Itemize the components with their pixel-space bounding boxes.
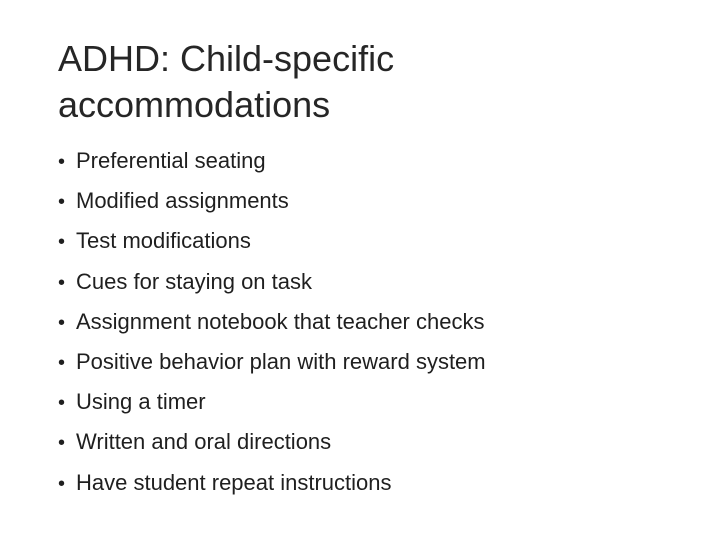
bullet-item-preferential-seating bbox=[58, 146, 698, 186]
bullet-text: Cues for staying on task bbox=[76, 268, 313, 294]
bullet-text: Test modifications bbox=[76, 228, 251, 254]
bullet-item-modified-assignments bbox=[58, 186, 698, 226]
bullet-text: Assignment notebook that teacher checks bbox=[76, 308, 485, 334]
bullet-item-timer bbox=[58, 387, 698, 427]
bullet-text: Positive behavior plan with reward system bbox=[76, 348, 486, 374]
slide-title-line-2: accommodations bbox=[58, 84, 331, 125]
bullet-text: Using a timer bbox=[76, 389, 206, 415]
bullet-marker: • bbox=[58, 191, 66, 214]
bullet-marker: • bbox=[58, 472, 66, 495]
slide-title bbox=[58, 36, 678, 128]
bullet-text: Modified assignments bbox=[76, 188, 289, 214]
bullet-marker: • bbox=[58, 432, 66, 455]
bullet-item-assignment-notebook bbox=[58, 307, 698, 347]
bullet-text: Preferential seating bbox=[76, 148, 266, 173]
bullet-text: Written and oral directions bbox=[76, 429, 332, 455]
bullet-item-directions bbox=[58, 427, 698, 467]
bullet-marker: • bbox=[58, 151, 66, 173]
bullet-marker: • bbox=[58, 271, 66, 294]
bullet-item-behavior-plan bbox=[58, 347, 698, 387]
bullet-item-test-modifications bbox=[58, 226, 698, 266]
bullet-marker: • bbox=[58, 311, 66, 334]
slide-title-line-1: ADHD: Child-specific bbox=[58, 38, 395, 79]
bullet-item-cues-on-task bbox=[58, 267, 698, 307]
bullet-marker: • bbox=[58, 351, 66, 374]
bullet-text: Have student repeat instructions bbox=[76, 469, 392, 495]
bullet-item-repeat-instructions bbox=[58, 468, 698, 508]
bullet-list bbox=[58, 146, 698, 508]
bullet-marker: • bbox=[58, 231, 66, 254]
bullet-marker: • bbox=[58, 392, 66, 415]
